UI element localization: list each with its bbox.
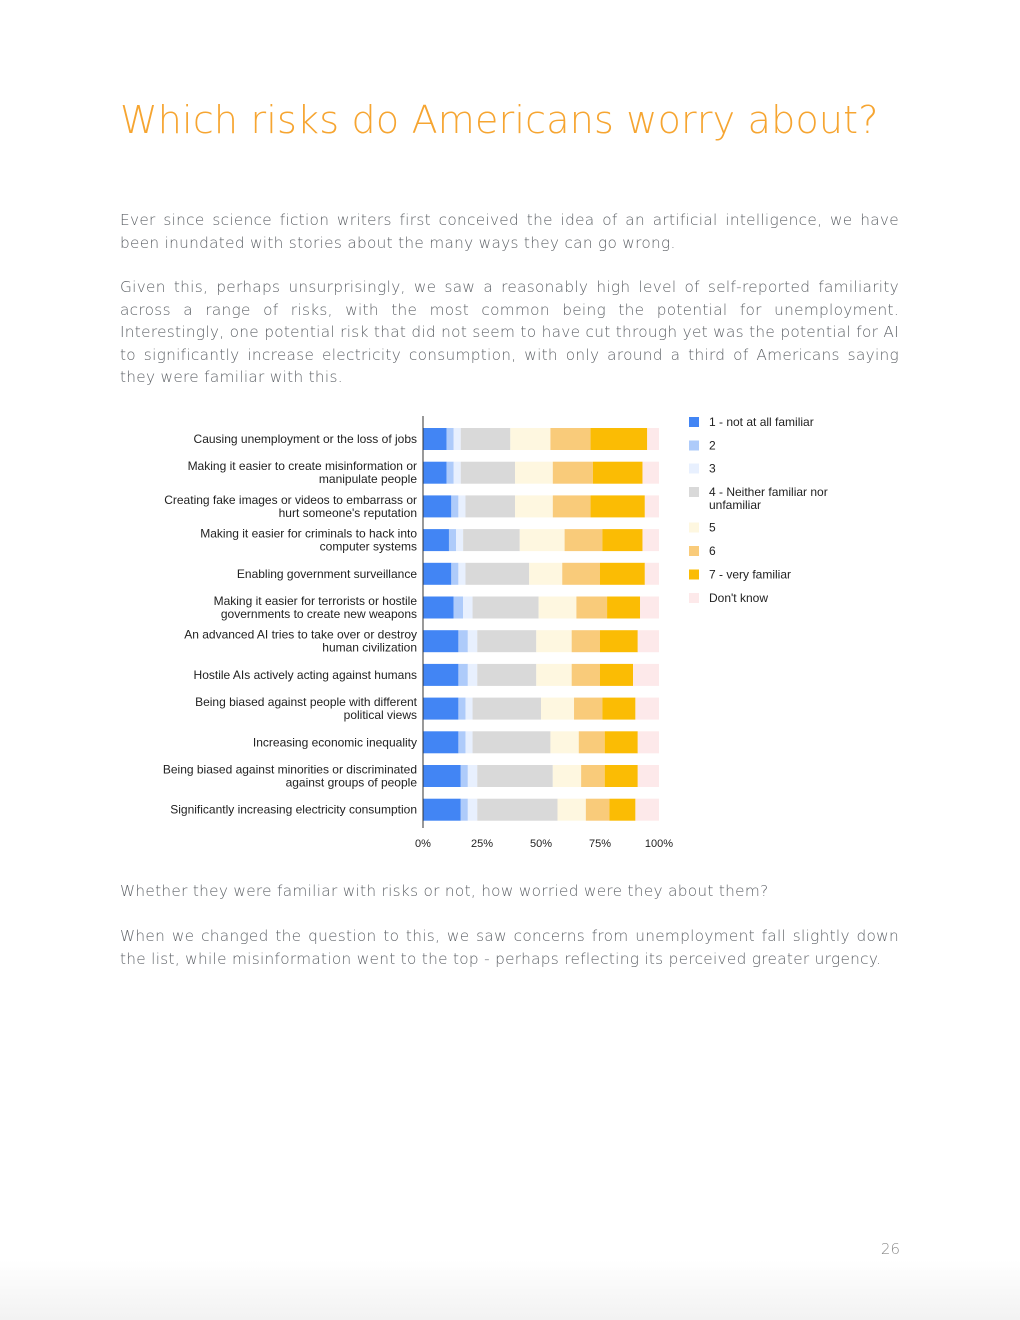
legend-label [709,485,828,512]
bar-segment-row0-s2 [454,428,461,450]
bar-segment-row0-s4 [510,428,550,450]
legend-swatch [689,523,699,533]
category-label-line: against groups of people [285,775,417,790]
bar-segment-row0-s1 [447,428,454,450]
category-label [237,567,417,581]
category-label-line: computer systems [319,539,417,554]
category-label [195,695,418,722]
familiarity-chart [0,400,1020,860]
bar-segment-row6-s4 [536,630,571,652]
bar-segment-row10-s7 [638,765,659,787]
bar-segment-row4-s1 [451,563,458,585]
page-bottom-shadow [0,1260,1020,1320]
category-label-line: Significantly increasing electricity consumption [170,802,417,817]
x-tick-label: 0% [415,838,431,850]
bar-segment-row6-s6 [600,630,638,652]
bar-segment-row9-s2 [465,731,472,753]
legend-swatch [689,441,699,451]
bar-segment-row0-s3 [461,428,511,450]
bar-segment-row11-s2 [468,799,477,821]
bar-segment-row0-s6 [591,428,648,450]
category-label-line: Causing unemployment or the loss of jobs [193,432,417,446]
bar-segment-row1-s0 [423,462,447,484]
category-label-line: governments to create new weapons [220,607,417,621]
bar-segment-row7-s1 [458,664,467,686]
bar-segment-row6-s1 [458,630,467,652]
bar-segment-row10-s4 [553,765,581,787]
legend-label: 3 [709,461,716,476]
bar-segment-row8-s3 [473,698,541,720]
bar-segment-row10-s0 [423,765,461,787]
bar-segment-row3-s5 [565,529,603,551]
legend-swatch [689,570,699,580]
x-tick-label: 100% [644,838,674,850]
category-label-line: Making it easier for criminals to hack into [200,526,417,541]
bar-segment-row10-s6 [605,765,638,787]
category-label [164,493,417,520]
legend-swatch [689,464,699,474]
bar-segment-row7-s5 [572,664,600,686]
bar-segment-row6-s7 [638,630,659,652]
bar-segment-row3-s0 [423,529,449,551]
bar-segment-row3-s4 [520,529,565,551]
bar-segment-row11-s6 [609,799,635,821]
bar-segment-row3-s3 [463,529,520,551]
bar-segment-row7-s0 [423,664,458,686]
bar-segment-row3-s1 [449,529,456,551]
category-label [188,459,418,486]
bar-segment-row11-s4 [558,799,586,821]
bar-segment-row11-s5 [586,799,610,821]
bar-segment-row9-s3 [473,731,551,753]
bar-segment-row9-s7 [638,731,659,753]
category-label-line: An advanced AI tries to take over or destroy [184,627,417,642]
category-label [184,628,417,655]
legend-swatch [689,487,699,497]
bar-segment-row3-s6 [602,529,642,551]
bar-segment-row8-s2 [465,698,472,720]
x-tick-label: 75% [588,838,612,850]
bar-segment-row4-s2 [458,563,465,585]
bar-segment-row0-s7 [647,428,659,450]
category-label-line: Making it easier to create misinformation or [187,459,417,474]
bar-segment-row1-s3 [461,462,515,484]
bar-segment-row0-s0 [423,428,447,450]
bar-segment-row5-s3 [473,597,539,619]
bar-segment-row5-s5 [576,597,607,619]
category-label-line: Increasing economic inequality [252,735,417,750]
category-label [194,432,417,446]
category-label-line: Making it easier for terrorists or hostile [213,594,417,608]
bar-segment-row9-s4 [550,731,578,753]
worry-question-paragraph: Whether they were familiar with risks or not, how worried were they about them? [120,882,769,900]
legend-label: 7 - very familiar [709,567,792,582]
bar-segment-row6-s5 [572,630,600,652]
category-label [170,803,417,817]
bar-segment-row7-s3 [477,664,536,686]
category-label-line: Being biased against people with different [195,695,417,710]
bar-segment-row8-s4 [541,698,574,720]
bar-segment-row4-s6 [600,563,645,585]
legend-label: 2 [709,438,716,453]
category-label-line: Enabling government surveillance [236,566,417,581]
bar-segment-row10-s1 [461,765,468,787]
legend-label-line: 4 - Neither familiar nor [709,485,828,499]
bar-segment-row8-s1 [458,698,465,720]
bar-segment-row7-s7 [633,664,659,686]
bar-segment-row2-s6 [591,495,645,517]
bar-segment-row1-s5 [553,462,593,484]
bar-segment-row11-s0 [423,799,461,821]
bar-segment-row6-s3 [477,630,536,652]
bar-segment-row10-s3 [477,765,553,787]
bar-segment-row4-s7 [645,563,659,585]
familiarity-paragraph: Given this, perhaps unsurprisingly, we saw a reasonably high level of self-reported familiarity across a range of risks, with the most common being the potential for unemployment. Interestingly, one potential risk that did not seem to have cut through yet was the potential for AI to significantly increase electricity consumption, with only around a third of Americans saying they were familiar with this. [120,278,899,386]
bar-segment-row1-s7 [642,462,659,484]
bar-segment-row6-s0 [423,630,458,652]
bar-segment-row7-s6 [600,664,633,686]
page-number: 26 [880,1240,900,1258]
legend-swatch [689,546,699,556]
bar-segment-row2-s1 [451,495,458,517]
bar-segment-row2-s5 [553,495,591,517]
bar-segment-row11-s1 [461,799,468,821]
bar-segment-row1-s1 [447,462,454,484]
bar-segment-row8-s5 [574,698,602,720]
bar-segment-row9-s5 [579,731,605,753]
bar-segment-row7-s4 [536,664,571,686]
category-label-line: Hostile AIs actively acting against humans [193,667,417,682]
bar-segment-row1-s4 [515,462,553,484]
category-label [200,527,417,554]
legend-label: 6 [709,544,716,558]
bar-segment-row5-s2 [463,597,472,619]
category-label-line: Creating fake images or videos to embarrass or [164,492,417,507]
bar-segment-row11-s7 [635,799,659,821]
bar-segment-row8-s7 [635,698,659,720]
bar-segment-row9-s0 [423,731,458,753]
category-label [253,735,417,749]
legend-label: 5 [709,520,716,535]
bar-segment-row6-s2 [468,630,477,652]
bar-segment-row1-s2 [454,462,461,484]
category-label-line: political views [343,708,417,723]
category-label [214,594,418,621]
intro-paragraph: Ever since science fiction writers first conceived the idea of an artificial intelligence, we have been inundated with stories about the many ways they can go wrong. [120,211,899,252]
x-tick-label: 50% [529,838,553,850]
bar-segment-row10-s5 [581,765,605,787]
bar-segment-row3-s2 [456,529,463,551]
legend-label: 1 - not at all familiar [709,415,814,429]
bar-segment-row4-s5 [562,563,600,585]
bar-segment-row5-s7 [640,597,659,619]
bar-segment-row4-s0 [423,563,451,585]
bar-segment-row9-s6 [605,731,638,753]
category-label-line: hurt someone's reputation [278,505,417,520]
bar-segment-row2-s4 [515,495,553,517]
legend-label-line: unfamiliar [709,498,762,512]
category-label-line: manipulate people [318,472,417,487]
bar-segment-row3-s7 [642,529,659,551]
legend-label: Don't know [709,591,768,605]
bar-segment-row5-s4 [539,597,577,619]
bar-segment-row2-s0 [423,495,451,517]
worry-finding-paragraph: When we changed the question to this, we saw concerns from unemployment fall slightly down the list, while misinformation went to the top - perhaps reflecting its perceived greater urgency. [120,927,899,968]
bar-segment-row0-s5 [550,428,590,450]
bar-segment-row5-s6 [607,597,640,619]
legend-swatch [689,593,699,603]
bar-segment-row2-s2 [458,495,465,517]
bar-segment-row8-s0 [423,698,458,720]
bar-segment-row5-s1 [454,597,463,619]
bar-segment-row2-s7 [645,495,659,517]
category-label-line: Being biased against minorities or discriminated [162,762,417,777]
bar-segment-row10-s2 [468,765,477,787]
category-label [194,668,417,682]
category-label [163,763,417,790]
bar-segment-row5-s0 [423,597,454,619]
bar-segment-row1-s6 [593,462,643,484]
category-label-line: human civilization [322,640,417,655]
page-title: Which risks do Americans worry about? [120,98,879,142]
bar-segment-row8-s6 [602,698,635,720]
x-tick-label: 25% [470,838,494,850]
bar-segment-row11-s3 [477,799,557,821]
bar-segment-row4-s4 [529,563,562,585]
bar-segment-row7-s2 [468,664,477,686]
bar-segment-row2-s3 [465,495,515,517]
bar-segment-row4-s3 [465,563,529,585]
legend-swatch [689,417,699,427]
bar-segment-row9-s1 [458,731,465,753]
